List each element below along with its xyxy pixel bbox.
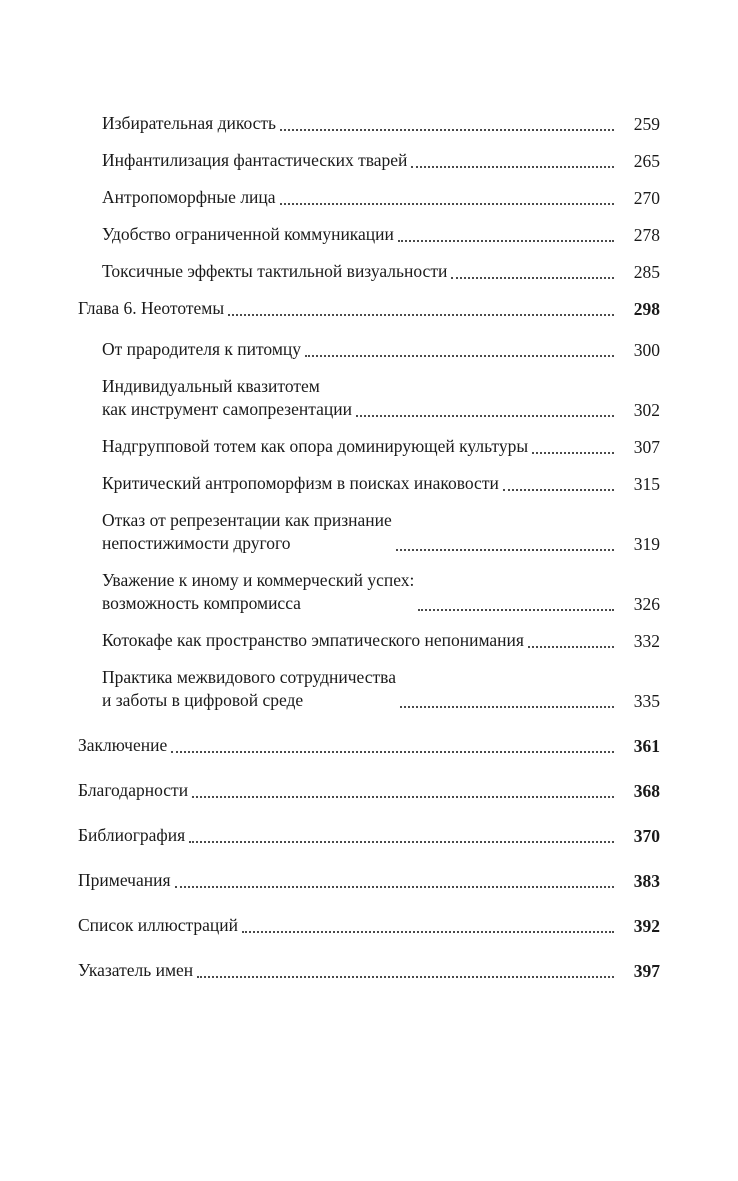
toc-entry-title-line: и заботы в цифровой среде — [102, 690, 304, 710]
dot-leader — [528, 635, 614, 652]
toc-page-number: 270 — [633, 188, 660, 208]
toc-page-number: 302 — [633, 400, 660, 420]
toc-entry-title-line: Индивидуальный квазитотем — [102, 376, 320, 396]
toc-entry[interactable] — [78, 734, 660, 757]
toc-entry[interactable] — [78, 149, 660, 172]
dot-leader — [197, 965, 614, 982]
toc-entry-title — [102, 509, 396, 555]
toc-entry-title — [102, 472, 503, 495]
dot-leader — [192, 785, 614, 802]
toc-entry-title — [102, 375, 356, 421]
toc-entry-title — [78, 734, 171, 757]
toc-entry[interactable] — [78, 375, 660, 421]
dot-leader — [171, 740, 614, 757]
toc-entry[interactable] — [78, 824, 660, 847]
toc-entry-title — [78, 824, 189, 847]
toc-page-number: 397 — [633, 961, 660, 981]
dot-leader — [418, 598, 614, 615]
toc-entry-title-line: Заключение — [78, 735, 168, 755]
toc-page-number: 278 — [633, 225, 660, 245]
toc-entry-title-line: Котокафе как пространство эмпатического непонимания — [102, 630, 524, 650]
toc-page-number: 361 — [633, 736, 660, 756]
toc-entry-title — [102, 223, 398, 246]
toc-page-number: 298 — [633, 299, 660, 319]
toc-entry-title-line: Глава 6. Неототемы — [78, 298, 225, 318]
toc-page-number: 370 — [633, 826, 660, 846]
toc-entry-title-line: Инфантилизация фантастических тварей — [102, 150, 408, 170]
toc-entry-title-line: Уважение к иному и коммерческий успех: — [102, 570, 415, 590]
dot-leader — [396, 538, 614, 555]
table-of-contents — [78, 112, 660, 982]
toc-page-number: 315 — [633, 474, 660, 494]
toc-entry-title-line: Библиография — [78, 825, 186, 845]
toc-entry-title — [102, 149, 411, 172]
dot-leader — [532, 441, 614, 458]
dot-leader — [451, 266, 614, 283]
toc-page-number: 392 — [633, 916, 660, 936]
toc-entry-title-line: Практика межвидового сотрудничества — [102, 667, 396, 687]
toc-entry[interactable] — [78, 472, 660, 495]
toc-entry-title-line: Надгрупповой тотем как опора доминирующей культуры — [102, 436, 529, 456]
toc-entry-title-line: непостижимости другого — [102, 533, 291, 553]
toc-entry-title-line: От прародителя к питомцу — [102, 339, 302, 359]
toc-entry-title-line: Примечания — [78, 870, 171, 890]
toc-entry-title-line: возможность компромисса — [102, 593, 301, 613]
toc-entry-title — [102, 186, 280, 209]
toc-entry[interactable] — [78, 779, 660, 802]
toc-page-number: 265 — [633, 151, 660, 171]
toc-entry-title — [78, 779, 192, 802]
toc-entry-title-line: Список иллюстраций — [78, 915, 238, 935]
toc-entry[interactable] — [78, 112, 660, 135]
toc-entry-title — [102, 569, 418, 615]
toc-entry-title — [102, 260, 451, 283]
dot-leader — [400, 695, 614, 712]
toc-page-number: 300 — [633, 340, 660, 360]
toc-entry[interactable] — [78, 666, 660, 712]
dot-leader — [175, 875, 614, 892]
toc-entry[interactable] — [78, 297, 660, 320]
toc-entry-title — [102, 629, 528, 652]
toc-entry-title-line: Указатель имен — [78, 960, 194, 980]
toc-entry-title — [102, 666, 400, 712]
dot-leader — [242, 920, 614, 937]
toc-entry-title-line: Критический антропоморфизм в поисках инаковости — [102, 473, 499, 493]
toc-entry-title — [102, 112, 280, 135]
toc-entry[interactable] — [78, 260, 660, 283]
dot-leader — [503, 478, 614, 495]
dot-leader — [280, 192, 614, 209]
toc-page-number: 332 — [633, 631, 660, 651]
toc-entry[interactable] — [78, 509, 660, 555]
dot-leader — [305, 344, 614, 361]
toc-entry-title-line: Благодарности — [78, 780, 189, 800]
toc-page-number: 307 — [633, 437, 660, 457]
toc-entry-title-line: Удобство ограниченной коммуникации — [102, 224, 394, 244]
toc-entry-title — [102, 338, 305, 361]
toc-entry-title-line: Отказ от репрезентации как признание — [102, 510, 392, 530]
toc-entry[interactable] — [78, 223, 660, 246]
toc-entry[interactable] — [78, 338, 660, 361]
toc-entry[interactable] — [78, 186, 660, 209]
dot-leader — [280, 118, 614, 135]
dot-leader — [189, 830, 614, 847]
toc-page-number: 285 — [633, 262, 660, 282]
dot-leader — [398, 229, 614, 246]
toc-entry-title — [102, 435, 532, 458]
dot-leader — [356, 404, 614, 421]
toc-entry-title — [78, 914, 242, 937]
toc-entry-title-line: Антропоморфные лица — [102, 187, 276, 207]
toc-entry[interactable] — [78, 569, 660, 615]
toc-entry-title-line: Токсичные эффекты тактильной визуальности — [102, 261, 448, 281]
toc-entry-title — [78, 869, 175, 892]
toc-entry[interactable] — [78, 914, 660, 937]
toc-page-number: 368 — [633, 781, 660, 801]
toc-entry[interactable] — [78, 629, 660, 652]
toc-entry[interactable] — [78, 435, 660, 458]
toc-page-number: 326 — [633, 594, 660, 614]
toc-entry-title-line: Избирательная дикость — [102, 113, 277, 133]
toc-page-number: 335 — [633, 691, 660, 711]
toc-page-number: 383 — [633, 871, 660, 891]
toc-entry-title — [78, 297, 228, 320]
toc-page-number: 319 — [633, 534, 660, 554]
toc-entry-title — [78, 959, 197, 982]
toc-entry[interactable] — [78, 869, 660, 892]
toc-entry[interactable] — [78, 959, 660, 982]
dot-leader — [411, 155, 614, 172]
toc-page-number: 259 — [633, 114, 660, 134]
dot-leader — [228, 303, 614, 320]
toc-entry-title-line: как инструмент самопрезентации — [102, 399, 352, 419]
